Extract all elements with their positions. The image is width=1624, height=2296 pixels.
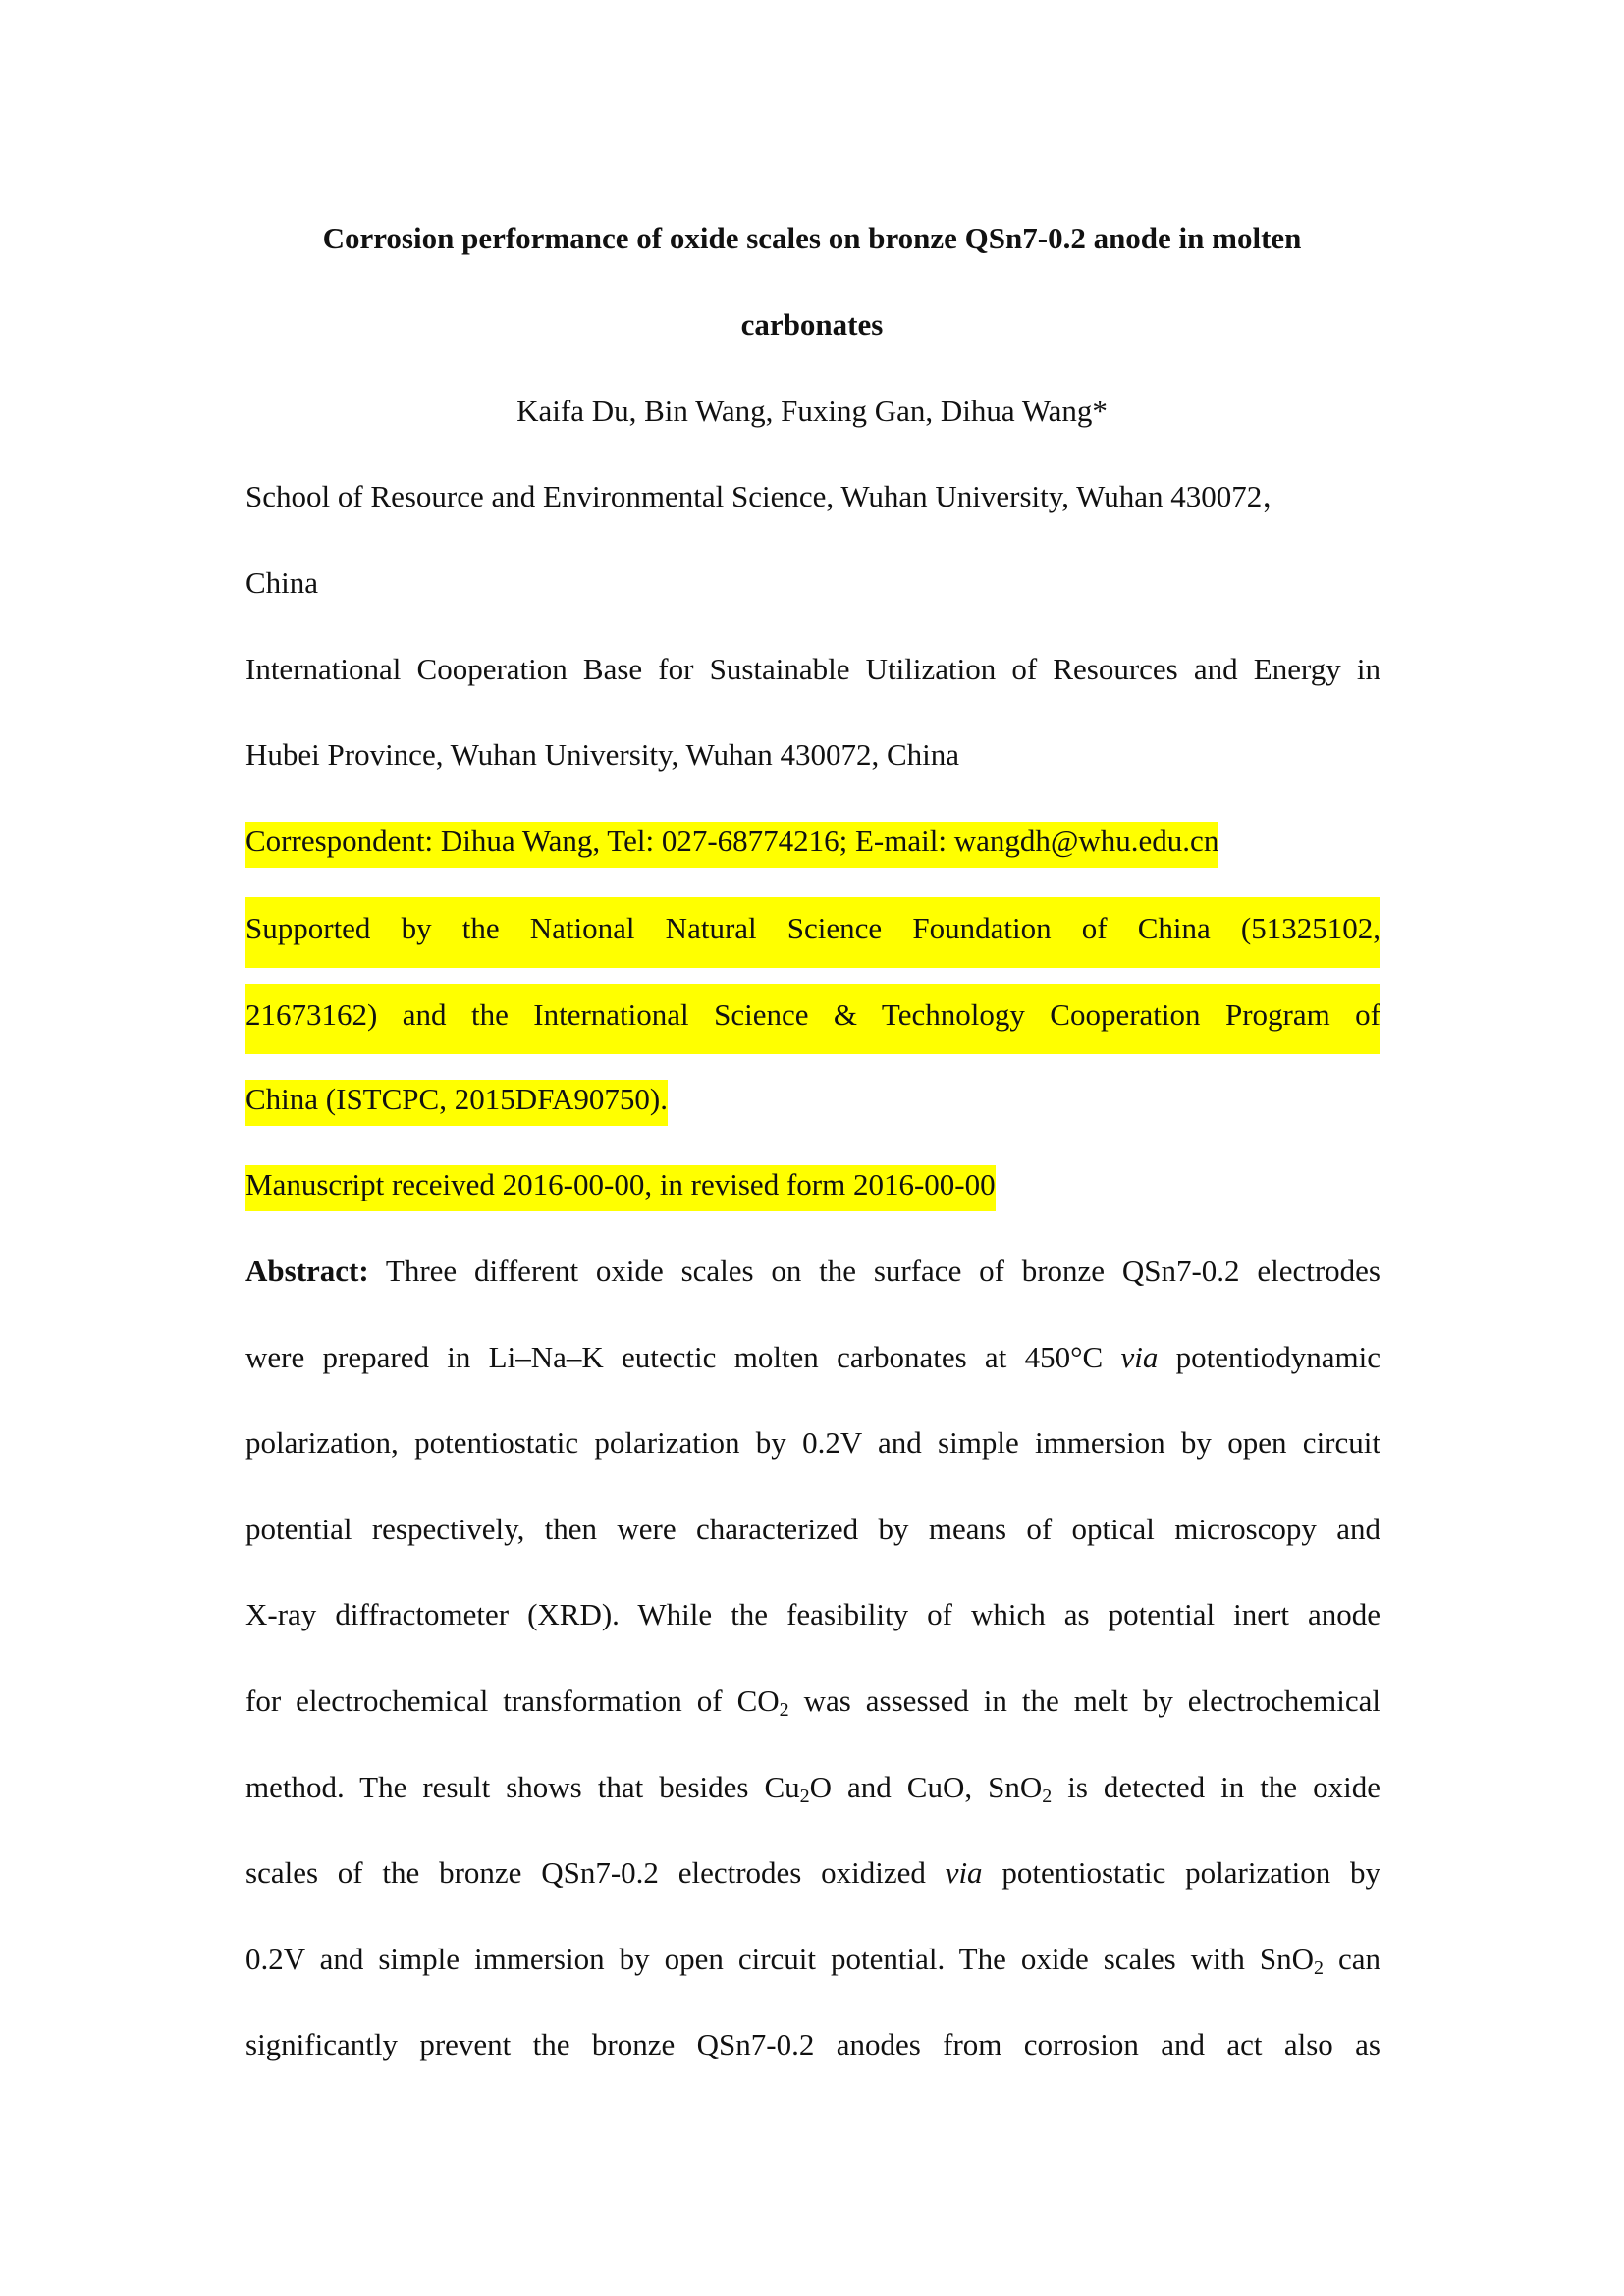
abstract-line-7-sub-1: 2 bbox=[799, 1786, 810, 1807]
abstract-line-8-via: via bbox=[945, 1855, 983, 1890]
abstract-line-9-sub: 2 bbox=[1313, 1957, 1324, 1979]
author-list: Kaifa Du, Bin Wang, Fuxing Gan, Dihua Wang* bbox=[516, 394, 1108, 428]
manuscript-dates bbox=[245, 1155, 1380, 1214]
paper-title-line-2: carbonates bbox=[740, 307, 884, 342]
abstract-label: Abstract: bbox=[245, 1254, 369, 1288]
abstract-line-1 bbox=[245, 1242, 1380, 1301]
funding-line-2 bbox=[245, 984, 1380, 1042]
funding-line-2-text: 21673162) and the International Science & Technology Cooperation Program of bbox=[245, 984, 1380, 1054]
abstract-line-2 bbox=[245, 1328, 1380, 1387]
abstract-line-7 bbox=[245, 1758, 1380, 1817]
funding-line-3 bbox=[245, 1070, 1380, 1129]
abstract-line-1-text: Three different oxide scales on the surface of bronze QSn7-0.2 electrodes bbox=[368, 1254, 1380, 1288]
abstract-line-8-c: potentiostatic polarization by bbox=[982, 1855, 1381, 1890]
abstract-line-2-via: via bbox=[1120, 1340, 1159, 1374]
affiliation-2-line-1: International Cooperation Base for Sustainable Utilization of Resources and Energy in bbox=[245, 652, 1380, 686]
abstract-line-8 bbox=[245, 1843, 1380, 1902]
abstract-line-10: significantly prevent the bronze QSn7-0.2 anodes from corrosion and act also as bbox=[245, 2027, 1380, 2061]
abstract-line-9-b: can bbox=[1323, 1942, 1380, 1976]
abstract-line-7-sub-2: 2 bbox=[1042, 1786, 1053, 1807]
abstract-line-7-a: method. The result shows that besides Cu bbox=[245, 1770, 800, 1804]
abstract-line-6 bbox=[245, 1672, 1380, 1731]
abstract-line-9-a: 0.2V and simple immersion by open circuit potential. The oxide scales with SnO bbox=[245, 1942, 1314, 1976]
abstract-line-6-a: for electrochemical transformation of CO bbox=[245, 1683, 780, 1718]
correspondent-highlight: Correspondent: Dihua Wang, Tel: 027-68774216; E-mail: wangdh@whu.edu.cn bbox=[245, 822, 1218, 868]
abstract-line-6-sub: 2 bbox=[779, 1699, 789, 1721]
abstract-line-9 bbox=[245, 1930, 1380, 1989]
abstract-line-2-c: potentiodynamic bbox=[1158, 1340, 1380, 1374]
abstract-line-3: polarization, potentiostatic polarization by 0.2V and simple immersion by open circuit bbox=[245, 1425, 1380, 1460]
paper-title-line-1: Corrosion performance of oxide scales on bronze QSn7-0.2 anode in molten bbox=[322, 221, 1302, 255]
abstract-line-7-c: is detected in the oxide bbox=[1052, 1770, 1381, 1804]
abstract-line-5: X-ray diffractometer (XRD). While the feasibility of which as potential inert anode bbox=[245, 1597, 1380, 1631]
abstract-line-6-b: was assessed in the melt by electrochemical bbox=[788, 1683, 1380, 1718]
funding-line-3-text: China (ISTCPC, 2015DFA90750). bbox=[245, 1080, 668, 1126]
abstract-line-2-a: were prepared in Li–Na–K eutectic molten carbonates at 450°C bbox=[245, 1340, 1121, 1374]
affiliation-1-line-2: China bbox=[245, 565, 319, 600]
correspondent-info bbox=[245, 812, 1380, 871]
funding-line-1-text: Supported by the National Natural Science Foundation of China (51325102, bbox=[245, 897, 1380, 968]
affiliation-2-line-2: Hubei Province, Wuhan University, Wuhan 430072, China bbox=[245, 737, 960, 772]
abstract-line-4: potential respectively, then were characterized by means of optical microscopy and bbox=[245, 1512, 1380, 1546]
abstract-line-8-a: scales of the bronze QSn7-0.2 electrodes oxidized bbox=[245, 1855, 946, 1890]
abstract-line-7-b: O and CuO, SnO bbox=[809, 1770, 1043, 1804]
affiliation-1-line-1: School of Resource and Environmental Science, Wuhan University, Wuhan 430072， bbox=[245, 479, 1293, 513]
manuscript-dates-text: Manuscript received 2016-00-00, in revised form 2016-00-00 bbox=[245, 1165, 996, 1211]
funding-line-1 bbox=[245, 897, 1380, 956]
